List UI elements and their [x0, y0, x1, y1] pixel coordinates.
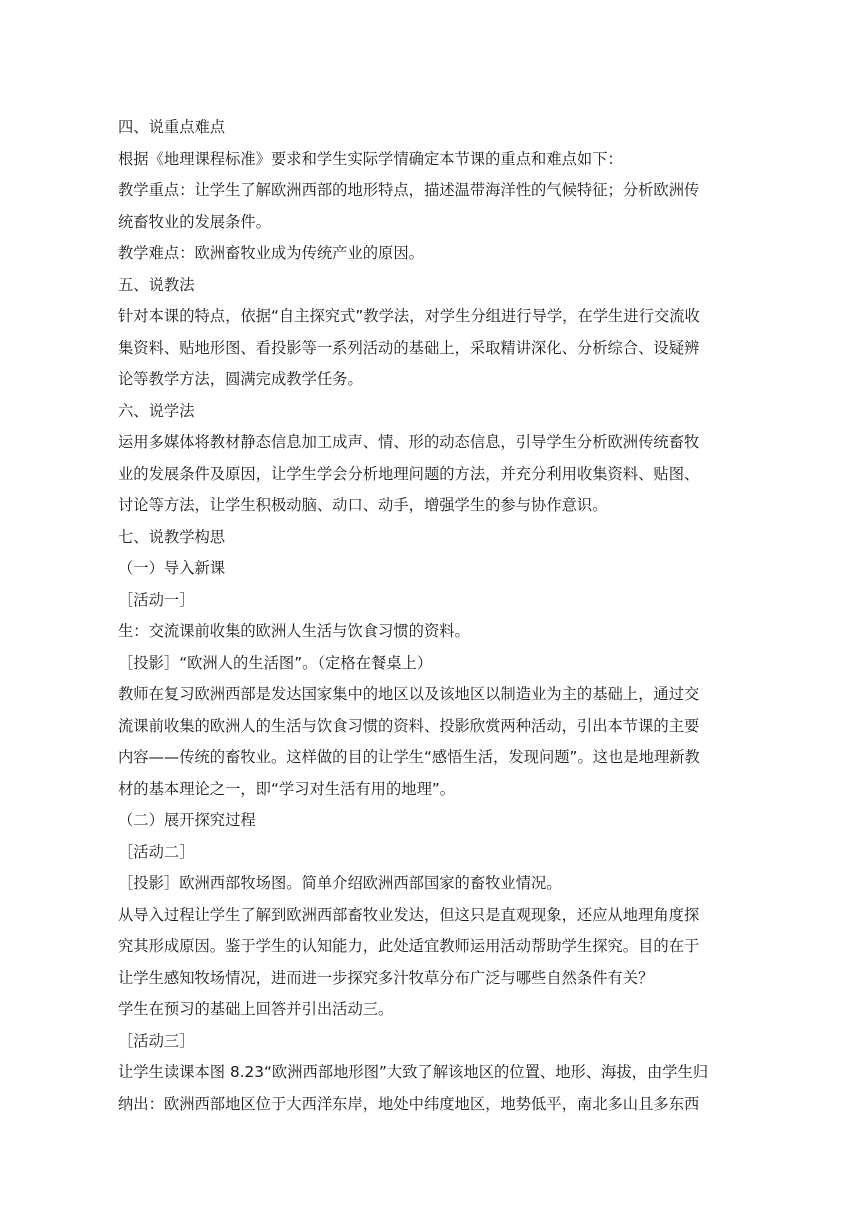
text-line: ［投影］“欧洲人的生活图”。（定格在餐桌上） — [118, 653, 433, 672]
text-line: 生：交流课前收集的欧洲人生活与饮食习惯的资料。 — [118, 622, 470, 640]
text-line: 讨论等方法，让学生积极动脑、动口、动手，增强学生的参与协作意识。 — [118, 496, 608, 514]
text-line: 让学生读课本图 8.23“欧洲西部地形图”大致了解该地区的位置、地形、海拔，由学生归 — [118, 1063, 709, 1081]
text-line: 论等教学方法，圆满完成教学任务。 — [118, 370, 363, 388]
text-line: 从导入过程让学生了解到欧洲西部畜牧业发达，但这只是直观现象，还应从地理角度探 — [118, 905, 700, 924]
text-line: 让学生感知牧场情况，进而进一步探究多汁牧草分布广泛与哪些自然条件有关？ — [118, 968, 654, 987]
text-line: 纳出：欧洲西部地区位于大西洋东岸，地处中纬度地区，地势低平，南北多山且多东西 — [118, 1094, 700, 1113]
text-line: ［活动二］ — [118, 842, 195, 861]
text-line: 针对本课的特点，依据“自主探究式”教学法，对学生分组进行导学，在学生进行交流收 — [118, 307, 700, 325]
text-line: 集资料、贴地形图、看投影等一系列活动的基础上，采取精讲深化、分析综合、设疑辨 — [118, 338, 700, 357]
text-line: ［活动一］ — [118, 590, 195, 609]
text-line: 究其形成原因。鉴于学生的认知能力，此处适宜教师运用活动帮助学生探究。目的在于 — [118, 937, 700, 955]
text-line: ［投影］欧洲西部牧场图。简单介绍欧洲西部国家的畜牧业情况。 — [118, 874, 562, 892]
text-line: 教学重点：让学生了解欧洲西部的地形特点，描述温带海洋性的气候特征；分析欧洲传 — [118, 181, 700, 199]
document-body — [118, 112, 746, 1120]
text-line: 五、说教法 — [118, 275, 195, 294]
text-line: 流课前收集的欧洲人的生活与饮食习惯的资料、投影欣赏两种活动，引出本节课的主要 — [118, 716, 700, 735]
text-line: 教学难点：欧洲畜牧业成为传统产业的原因。 — [118, 244, 424, 262]
text-line: 六、说学法 — [118, 401, 195, 420]
text-line: 材的基本理论之一，即“学习对生活有用的地理”。 — [118, 779, 456, 798]
text-line: 统畜牧业的发展条件。 — [118, 212, 271, 231]
text-line: 七、说教学构思 — [118, 527, 226, 546]
text-line: 业的发展条件及原因，让学生学会分析地理问题的方法，并充分利用收集资料、贴图、 — [118, 464, 700, 483]
text-line: 学生在预习的基础上回答并引出活动三。 — [118, 1000, 394, 1018]
text-line: （一）导入新课 — [118, 559, 226, 577]
text-line: 运用多媒体将教材静态信息加工成声、情、形的动态信息，引导学生分析欧洲传统畜牧 — [118, 433, 700, 451]
text-line: 教师在复习欧洲西部是发达国家集中的地区以及该地区以制造业为主的基础上，通过交 — [118, 685, 700, 703]
text-line: ［活动三］ — [118, 1031, 195, 1050]
text-line: （二）展开探究过程 — [118, 811, 256, 829]
text-line: 内容——传统的畜牧业。这样做的目的让学生“感悟生活，发现问题”。这也是地理新教 — [118, 748, 700, 766]
text-line: 根据《地理课程标准》要求和学生实际学情确定本节课的重点和难点如下： — [118, 149, 623, 168]
text-line: 四、说重点难点 — [118, 118, 226, 136]
